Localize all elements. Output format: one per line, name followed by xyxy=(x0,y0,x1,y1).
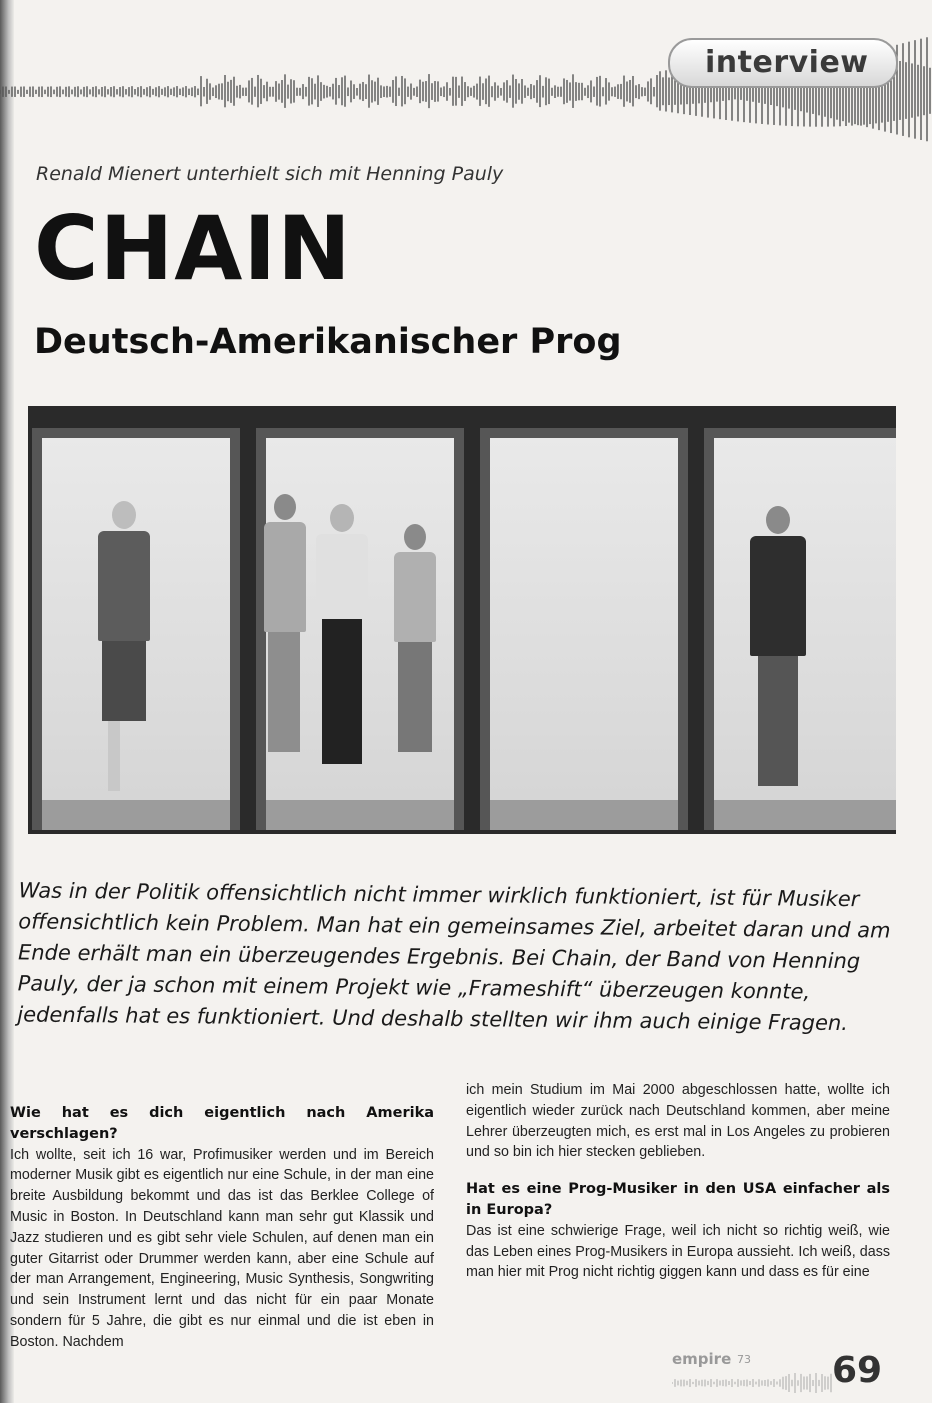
band-member-figure xyxy=(310,504,374,774)
page-number: 69 xyxy=(832,1350,883,1391)
interview-answer: Das ist eine schwierige Frage, weil ich nicht so richtig weiß, wie das Leben eines Prog-Musikers in Europa aussieht. Ich weiß, dass man hier mit Prog nicht richtig giggen kann und dass es für eine xyxy=(466,1222,890,1281)
footer-magazine-name: empire xyxy=(672,1350,732,1368)
interview-answer: ich mein Studium im Mai 2000 abgeschlossen hatte, wollte ich eigentlich wieder zurück nach Deutschland kommen, aber meine Lehrer überzeugten mich, es erst mal in Los Angeles zu probieren und so bin ich hier stecken geblieben. xyxy=(466,1082,890,1161)
band-member-figure xyxy=(742,506,814,796)
band-photo xyxy=(28,406,896,834)
article-title: CHAIN xyxy=(34,197,352,300)
band-member-figure xyxy=(88,501,158,801)
interview-answer: Ich wollte, seit ich 16 war, Profimusiker werden und im Bereich moderner Musik gibt es eigentlich nur eine Schule, in der man eine breite Ausbildung bekommt und das ist das Berklee College of Music in Boston. In Deutschland kann man sehr gut Klassik und Jazz studieren und es gibt sehr viele Schulen, auf denen man ein guter Gitarrist oder Drummer werden kann, aber eine Schule auf der man Arrangement, Engineering, Music Synthesis, Songwriting und sein Instrument lernt und das nicht für ein paar Monate sondern für 5 Jahre, die gibt es nur einmal und die ist eben in Boston. Nachdem xyxy=(10,1146,434,1350)
photo-door-frame xyxy=(480,428,688,830)
footer-issue-number: 73 xyxy=(737,1353,751,1366)
band-member-figure xyxy=(390,524,440,764)
text-column-right xyxy=(466,1080,890,1283)
footer-waveform-graphic xyxy=(672,1372,832,1394)
interview-question: Hat es eine Prog-Musiker in den USA einfacher als in Europa? xyxy=(466,1181,890,1218)
band-member-figure xyxy=(260,494,310,764)
article-intro: Was in der Politik offensichtlich nicht immer wirklich funktioniert, ist für Musiker offensichtlich kein Problem. Man hat ein gemeinsames Ziel, arbeitet daran und am Ende erhält man ein überzeugendes Ergebnis. Bei Chain, der Band von Henning Pauly, der ja schon mit einem Projekt wie „Frameshift“ überzeugen konnte, jedenfalls hat es funktioniert. Und deshalb stellten wir ihm auch einige Fragen. xyxy=(17,878,891,1036)
article-subtitle: Deutsch-Amerikanischer Prog xyxy=(34,322,622,362)
section-tag: interview xyxy=(705,45,869,80)
interview-question: Wie hat es dich eigentlich nach Amerika verschlagen? xyxy=(10,1105,434,1142)
text-column-left xyxy=(10,1103,434,1353)
article-byline: Renald Mienert unterhielt sich mit Henning Pauly xyxy=(36,163,504,185)
